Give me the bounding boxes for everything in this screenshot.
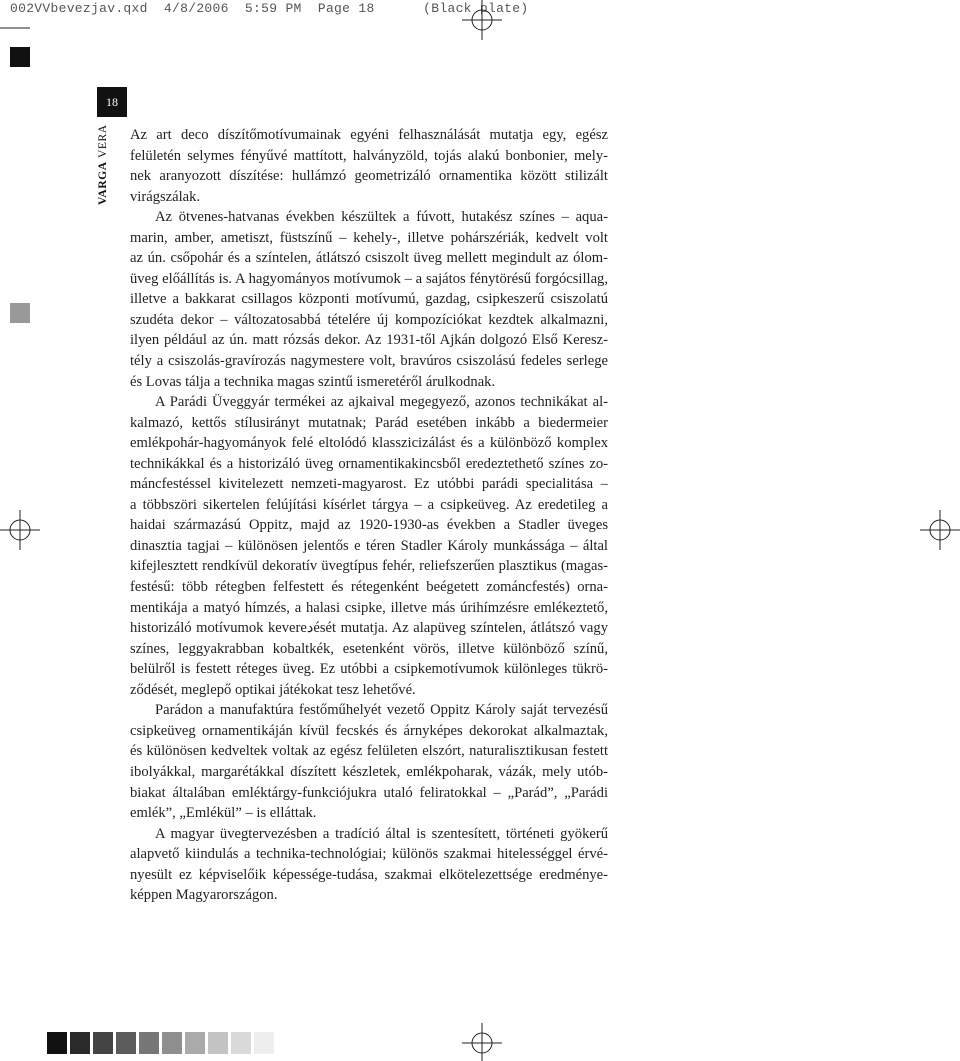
text-line: ződését, meglepő optikai játékokat tesz lehetővé. <box>130 681 416 698</box>
color-swatch <box>93 1032 113 1054</box>
crosshair-icon <box>0 510 40 550</box>
color-swatch <box>185 1032 205 1054</box>
color-swatch <box>208 1032 228 1054</box>
text-line: belülről is festett réteges üveg. Ez utóbbi a csipkemotívumok különleges tükrö- <box>130 661 608 678</box>
text-line: emlék”, „Emlékül” – is elláttak. <box>130 805 317 822</box>
text-line: felületén selymes fényűvé mattított, halványzöld, tojás alakú bonbonier, mely- <box>130 147 608 164</box>
text-line: nek aranyozott díszítése: hullámzó geometrizáló ornamentika között stilizált <box>130 168 608 185</box>
running-head-author-given: VERA <box>97 124 109 162</box>
paragraph <box>130 392 608 700</box>
running-head-author-surname: VARGA <box>97 161 109 205</box>
text-line: kalmazó, kettős stílusirányt mutatnak; Parád esetében inkább a biedermeier <box>130 414 608 431</box>
text-line: üveg előállítás is. A hagyományos motívumok – a sajátos fénytörésű forgócsillag, <box>130 270 608 287</box>
text-line: historizáló motívumok kevereدését mutatja. Az alapüveg színtelen, átlátszó vagy <box>130 620 608 637</box>
text-line: Az art deco díszítőmotívumainak egyéni felhasználását mutatja egy, egész <box>130 127 608 143</box>
paragraph <box>130 125 608 207</box>
page-number: 18 <box>97 87 127 117</box>
color-swatch <box>116 1032 136 1054</box>
crosshair-icon <box>920 510 960 550</box>
text-line: Az ötvenes-hatvanas években készültek a fúvott, hutakész színes – aqua- <box>155 209 608 226</box>
text-line: A Parádi Üveggyár termékei az ajkaival megegyező, azonos technikákat al- <box>155 394 608 411</box>
text-line: technikákkal és a historizáló üveg ornamentikakincsből eredeztethető színes zo- <box>130 455 608 472</box>
text-line: ibolyákkal, margarétákkal díszített készletek, emlékpoharak, vázák, mely utób- <box>130 763 608 780</box>
body-text <box>130 125 608 906</box>
color-swatch <box>254 1032 274 1054</box>
text-line: mentikája a matyó hímzés, a halasi csipke, illetve más úrihímzésre emlékeztető, <box>130 599 608 616</box>
color-swatch <box>47 1032 67 1054</box>
paragraph <box>130 700 608 823</box>
color-swatch <box>162 1032 182 1054</box>
text-line: és különösen kedveltek voltak az egész felületen elszórt, naturalisztikusan festett <box>130 743 608 760</box>
text-line: az ún. csőpohár és a színtelen, átlátszó csiszolt üveg mellett megindult az ólom- <box>130 250 608 267</box>
text-line: illetve a bakkarat csillagos központi motívumú, gazdag, csipkeszerű csiszolatú <box>130 291 608 308</box>
corner-crop-mark <box>0 0 40 40</box>
color-swatch <box>70 1032 90 1054</box>
text-line: A magyar üvegtervezésben a tradíció által is szentesített, történeti gyökerű <box>155 825 608 842</box>
text-line: haidai származású Oppitz, majd az 1920-1930-as években a Stadler üveges <box>130 517 608 534</box>
crosshair-icon <box>462 1023 502 1061</box>
text-line: marin, amber, ametiszt, füstszínű – kehely-, illetve pohárszériák, kedvelt volt <box>130 229 608 246</box>
registration-gray-square <box>10 303 30 323</box>
text-line: emlékpohár-hagyományok felé eltolódó klasszicizálást és a különböző komplex <box>130 435 608 452</box>
running-head <box>97 124 109 205</box>
text-line: virágszálak. <box>130 188 201 205</box>
text-line: tély a csiszolás-gravírozás nagymestere volt, bravúros csiszolású fedeles serlege <box>130 353 608 370</box>
paragraph <box>130 207 608 392</box>
text-line: és Lovas tálja a technika magas szintű ismeretéről árulkodnak. <box>130 373 496 390</box>
crosshair-icon <box>462 0 502 40</box>
color-swatch <box>231 1032 251 1054</box>
text-line: a többszöri sikertelen felújítási kísérlet tárgya – a csipkeüveg. Az eredetileg a <box>130 496 608 513</box>
registration-black-square <box>10 47 30 67</box>
text-line: kifejlesztett rendkívül dekoratív üvegtípus fehér, reliefszerűen plasztikus (magas- <box>130 558 608 575</box>
text-line: ilyen például az ún. matt rózsás dekor. Az 1931-től Ajkán dolgozó Első Keresz- <box>130 332 608 349</box>
paragraph <box>130 824 608 906</box>
text-line: Parádon a manufaktúra festőműhelyét vezető Oppitz Károly saját tervezésű <box>155 702 608 719</box>
text-line: csipkeüveg ornamentikáján kívül fecskés és árnyképes dekorokat alkalmaztak, <box>130 722 608 739</box>
text-line: szudéta dekor – változatosabbá tételére új kompozíciókat kezdtek alkalmazni, <box>130 311 608 328</box>
text-line: színes, leggyakrabban kobaltkék, esetenként vörös, illetve különböző színű, <box>130 640 608 657</box>
slug-line: 002VVbevezjav.qxd 4/8/2006 5:59 PM Page 18 (Black plate) <box>10 1 529 16</box>
text-line: festésű: több rétegben felfestett és rétegenként beégetett zománcfestés) orna- <box>130 579 608 596</box>
text-line: nyesült ez képviselőik képessége-tudása, szakmai elkötelezettsége eredménye- <box>130 866 608 883</box>
text-line: alapvető kiindulás a technika-technológiai; különös szakmai hitelességgel érvé- <box>130 846 608 863</box>
text-line: máncfestéssel kivitelezett nemzeti-magyarost. Ez utóbbi parádi specialitása – <box>130 476 608 493</box>
text-line: képpen Magyarországon. <box>130 887 278 904</box>
color-swatch <box>139 1032 159 1054</box>
text-line: dinasztia tagjai – különösen jelentős e téren Stadler Károly munkássága – által <box>130 537 608 554</box>
text-line: biakat általában emléktárgy-funkciójukra utaló feliratokkal – „Parád”, „Parádi <box>130 784 608 801</box>
